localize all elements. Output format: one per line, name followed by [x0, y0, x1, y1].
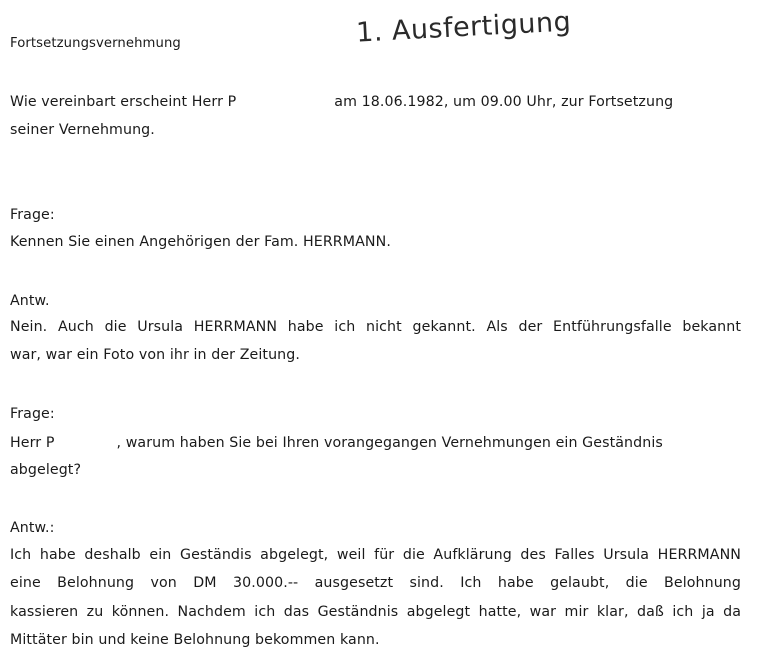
question-2-line-1-a: Herr P	[10, 435, 55, 451]
document-header: Fortsetzungsvernehmung	[10, 36, 181, 51]
question-2-line-1-b: , warum haben Sie bei Ihren vorangegangen Vernehmungen ein Geständnis	[116, 435, 663, 451]
question-1-text: Kennen Sie einen Angehörigen der Fam. HERRMANN.	[10, 234, 391, 250]
intro-line-1-b: am 18.06.1982, um 09.00 Uhr, zur Fortsetzung	[334, 94, 674, 110]
question-2-line-2: abgelegt?	[10, 462, 82, 478]
intro-line-1	[10, 93, 673, 111]
intro-line-2: seiner Vernehmung.	[10, 122, 155, 138]
answer-2-line-3: kassieren zu können. Nachdem ich das Geständnis abgelegt hatte, war mir klar, daß ich ja da	[10, 604, 741, 620]
answer-2-line-2: eine Belohnung von DM 30.000.-- ausgesetzt sind. Ich habe gelaubt, die Belohnung	[10, 575, 741, 591]
answer-2-line-4: Mittäter bin und keine Belohnung bekommen kann.	[10, 632, 380, 648]
question-2-line-1	[10, 434, 663, 452]
answer-1-line-2: war, war ein Foto von ihr in der Zeitung.	[10, 347, 300, 363]
question-2-label: Frage:	[10, 406, 55, 422]
answer-1-label: Antw.	[10, 293, 50, 309]
copy-stamp: 1. Ausfertigung	[355, 6, 572, 49]
answer-1-line-1: Nein. Auch die Ursula HERRMANN habe ich nicht gekannt. Als der Entführungsfalle bekannt	[10, 319, 741, 335]
answer-2-line-1: Ich habe deshalb ein Geständis abgelegt, weil für die Aufklärung des Falles Ursula HERRMANN	[10, 547, 741, 563]
question-1-label: Frage:	[10, 207, 55, 223]
answer-2-label: Antw.:	[10, 520, 55, 536]
intro-line-1-a: Wie vereinbart erscheint Herr P	[10, 94, 237, 110]
